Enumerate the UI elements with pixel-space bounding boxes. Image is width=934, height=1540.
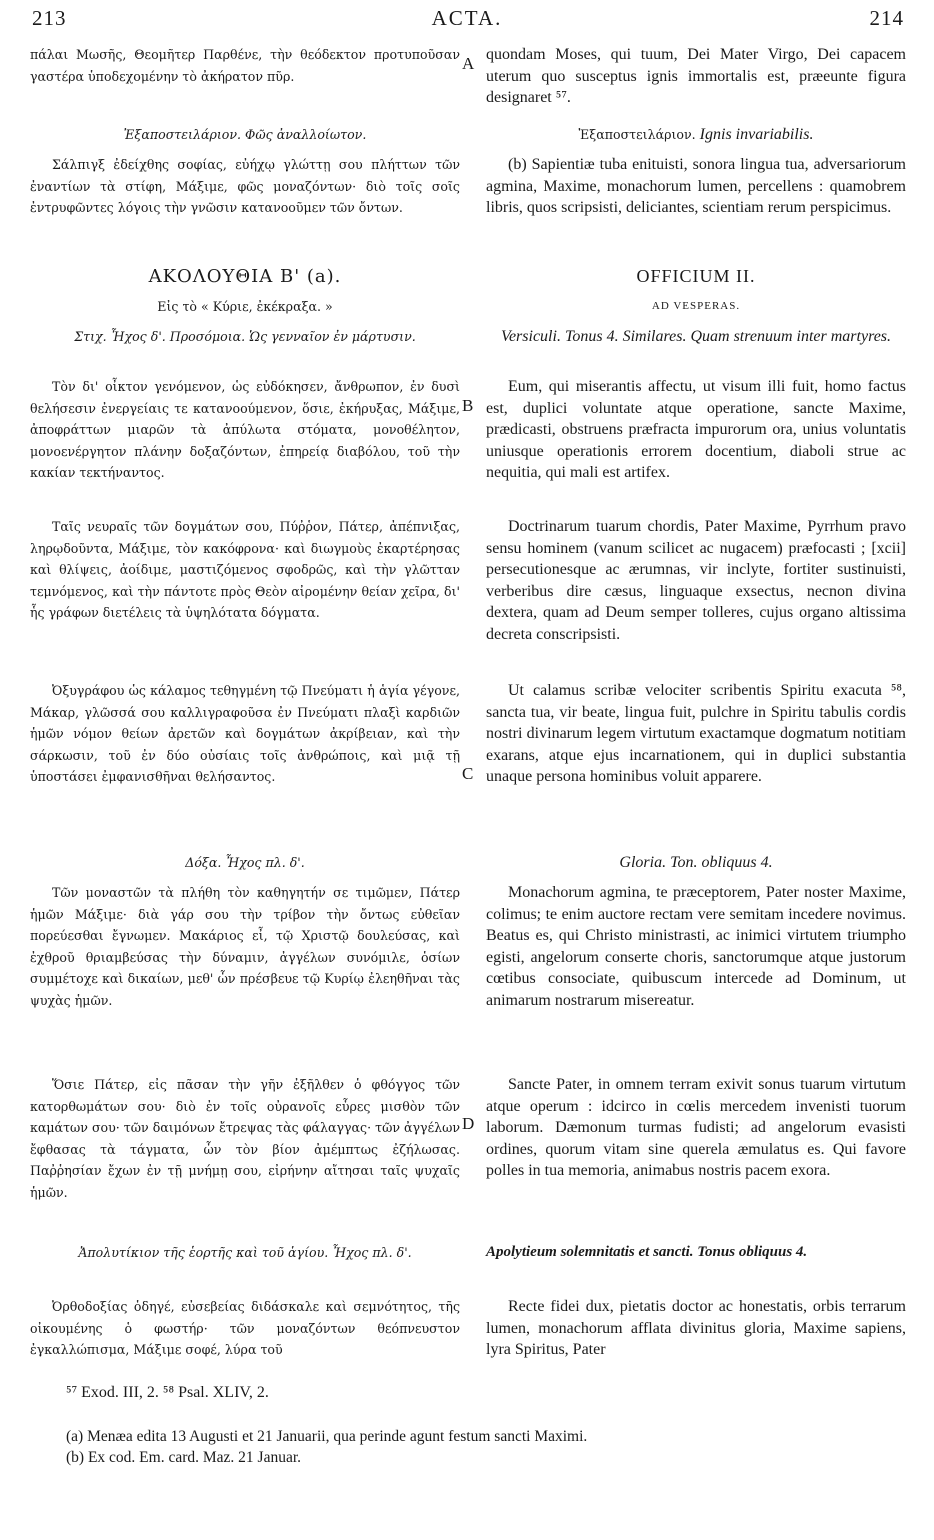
latin-paragraph-4: Doctrinarum tuarum chordis, Pater Maxime, Pyrrhum pravo sensu hominem (vanum scilicet ac nugacem) præfocasti ; [xcii] persecutionesque ac ærumnas, vir inclyte, fortiter sustinuisti, verberibus dire cæsus, linguaque exsectus, necnon divina dextera, quam ad Deum semper tolleres, cujus organo altissima decreta conscripsisti. (486, 518, 906, 643)
greek-heading-exapostilarion: Ἐξαποστειλάριον. Φῶς ἀναλλοίωτον. (123, 127, 367, 142)
greek-paragraph-4: Ταῖς νευραῖς τῶν δογμάτων σου, Πύῤῥον, Πάτερ, ἀπέπνιξας, ληρῳδοῦντα, Μάξιμε, τὸν κακόφρονα· καὶ διωγμοὺς ἐκαρτέρησας καὶ θλίψεις, ἀοίδιμε, μαστιζόμενος σφοδρῶς, καὶ τὴν γλῶτταν τεμνόμενος, καὶ τὴν πάντοτε πρὸς Θεὸν αἰρομένην θείαν χεῖρα, δι' ἧς γράφων διετέλεις τὰ ὑψηλότατα δόγματα. (30, 519, 460, 621)
latin-paragraph-8: Recte fidei dux, pietatis doctor ac honestatis, orbis terrarum lumen, monachorum afflata divinitus gloria, Maxime sapiens, lyra Spiritus, Pater (486, 1298, 906, 1359)
latin-paragraph-6: Monachorum agmina, te præceptorem, Pater noster Maxime, colimus; te enim auctore rectam vere semitam incedere novimus. Beatus es, qui Christo ministrasti, ac inimici virtutem triumpho egisti, angelorum conserte choris, sanctorumque atque justorum cœtibus consociate, quibuscum intercede ad Dominum, ut animarum nostrarum misereatur. (486, 884, 906, 1009)
editor-note-a: (a) Menæa edita 13 Augusti et 21 Januarii, qua perinde agunt festum sancti Maximi. (66, 1428, 588, 1445)
latin-paragraph-5: Ut calamus scribæ velociter scribentis Spiritu exacuta ⁵⁸, sancta tua, vir beate, lingua fuit, pulchre in Spiritu tabulis cordis nostri divinarum legem virtutum exactamque dogmatum notitiam exarans, atque ejus incarnationem, qui in duplici substantia unaque persona hominibus voluit apparere. (486, 682, 906, 786)
editor-note-b: (b) Ex cod. Em. card. Maz. 21 Januar. (66, 1449, 302, 1466)
latin-paragraph-3: Eum, qui miserantis affectu, ut visum illi fuit, homo factus est, duplici voluntate atque operatione, sancte Maxime, prædicasti, obstruens præfracta impurorum ora, unius voluntatis uniusque operationis errorem docentium, diaboli strue ac nequitia, qui mali est artifex. (486, 378, 906, 482)
margin-letter-a: A (462, 54, 475, 73)
page-number-right: 214 (869, 6, 904, 30)
latin-paragraph-2: (b) Sapientiæ tuba enituisti, sonora lingua tua, adversariorum agmina, Maxime, monachorum lumen, percellens : quamobrem libris, quos scripsisti, deliciantes, scientiam rerum perspicimus. (486, 156, 906, 217)
greek-heading-kyrie: Εἰς τὸ « Κύριε, ἐκέκραξα. » (157, 299, 333, 314)
page-number-left: 213 (32, 6, 67, 30)
greek-heading-apolytikion: Ἀπολυτίκιον τῆς ἑορτῆς καὶ τοῦ ἁγίου. Ἦχος πλ. δ'. (78, 1245, 412, 1260)
greek-paragraph-7: Ὅσιε Πάτερ, εἰς πᾶσαν τὴν γῆν ἐξῆλθεν ὁ φθόγγος τῶν κατορθωμάτων σου· διὸ ἐν τοῖς οὐρανοῖς εὗρες μισθὸν τῶν καμάτων σου· τῶν δαιμόνων ἔτρεψας τὰς φάλαγγας· τῶν ἀγγέλων ἔφθασας τὰ τάγματα, ὧν τὸν βίον ἀμέμπτως ἐζήλωσας. Παῤῥησίαν ἔχων ἐν τῇ μνήμῃ σου, εἰρήνην αἴτησαι ταῖς ψυχαῖς ἡμῶν. (30, 1077, 461, 1200)
editor-notes (66, 1426, 906, 1468)
latin-heading-versiculi: Versiculi. Tonus 4. Similares. Quam strenuum inter martyres. (500, 328, 892, 345)
margin-letter-b: B (462, 396, 474, 415)
greek-heading-akolouthia: ΑΚΟΛΟΥΘΙΑ Β' (a). (148, 266, 342, 287)
greek-paragraph-6: Τῶν μοναστῶν τὰ πλήθη τὸν καθηγητήν σε τιμῶμεν, Πάτερ ἡμῶν Μάξιμε· διὰ γάρ σου τὴν τρίβον τὴν ὄντως εὐθεῖαν πορεύεσθαι ἔγνωμεν. Μακάριος εἶ, τῷ Χριστῷ δουλεύσας, καὶ ἐχθροῦ θριαμβεύσας τὴν δύναμιν, ἀγγέλων συνόμιλε, ὁσίων συμμέτοχε καὶ δικαίων, μεθ' ὧν πρέσβευε τῷ Κυρίῳ ἐλεηθῆναι τὰς ψυχὰς ἡμῶν. (30, 885, 460, 1008)
latin-heading-vesperas: AD VESPERAS. (651, 300, 741, 312)
page-header (0, 0, 934, 40)
latin-paragraph-1: quondam Moses, qui tuum, Dei Mater Virgo, Dei capacem uterum quo susceptus ignis immortalis est, præeunte figura designaret ⁵⁷. (486, 46, 906, 107)
margin-letter-c: C (462, 764, 474, 783)
footnotes: ⁵⁷ Exod. III, 2. ⁵⁸ Psal. XLIV, 2. (66, 1384, 269, 1401)
greek-paragraph-1: πάλαι Μωσῆς, Θεομῆτερ Παρθένε, τὴν θεόδεκτον προτυποῦσαν γαστέρα ὑποδεχομένην τὸ ἀκήρατον πῦρ. (30, 47, 460, 84)
latin-heading-officium: OFFICIUM II. (636, 266, 756, 286)
latin-heading-greek-part: Ἐξαποστειλάριον. (578, 127, 696, 142)
greek-paragraph-8: Ὀρθοδοξίας ὁδηγέ, εὐσεβείας διδάσκαλε καὶ σεμνότητος, τῆς οἰκουμένης ὁ φωστήρ· τῶν μοναζόντων θεόπνευστον ἐγκαλλώπισμα, Μάξιμε σοφέ, λύρα τοῦ (30, 1299, 460, 1358)
latin-paragraph-7: Sancte Pater, in omnem terram exivit sonus tuarum virtutum atque operum : idcirco in cœlis mercedem invenisti tuorum laborum. Dæmonum turmas fudisti; ad angelorum evasisti ordines, quorum vitam sine querela æmulatus es. Qui favore polles in tua memoria, animabus nostris pacem exora. (486, 1076, 906, 1180)
running-title: ACTA. (431, 6, 503, 30)
margin-letter-d: D (462, 1114, 475, 1133)
latin-heading-apolytieum: Apolytieum solemnitatis et sancti. Tonus obliquus 4. (486, 1244, 808, 1260)
greek-paragraph-5: Ὀξυγράφου ὡς κάλαμος τεθηγμένη τῷ Πνεύματι ἡ ἁγία γέγονε, Μάκαρ, γλῶσσά σου καλλιγραφοῦσα ἐν Πνεύματι πλαξὶ καρδιῶν ἡμῶν νόμον θείων ἀρετῶν καὶ δογμάτων ἀκρίβειαν, καὶ τὴν σάρκωσιν, τοῦ ἐν δύο οὐσίαις τοῖς ἀνθρώποις, καὶ μιᾷ τῇ ὑποστάσει ἐμφανισθῆναι θελήσαντος. (30, 683, 460, 785)
greek-heading-doxa: Δόξα. Ἦχος πλ. δ'. (185, 855, 305, 870)
latin-heading-gloria: Gloria. Ton. obliquus 4. (619, 854, 773, 871)
greek-heading-stich: Στιχ. Ἦχος δ'. Προσόμοια. Ὡς γενναῖον ἐν μάρτυσιν. (74, 329, 416, 344)
latin-heading-exapostilarion (486, 124, 906, 146)
greek-paragraph-3: Τὸν δι' οἶκτον γενόμενον, ὡς εὐδόκησεν, ἄνθρωπον, ἐν δυσὶ θελήσεσιν ἐνεργείαις τε κατανοούμενον, ὅσιε, ἐκήρυξας, Μάξιμε, ἀποφράττων μιαρῶν τὰ ἀπύλωτα στόματα, μονοθέλητον, μονοενέργητον πλάνην δοξαζόντων, ἐπηρείᾳ διαβόλου, τοῦ τὴν κακίαν τεκτήναντος. (30, 379, 460, 481)
latin-heading-latin-part: Ignis invariabilis. (699, 126, 814, 143)
greek-paragraph-2: Σάλπιγξ ἐδείχθης σοφίας, εὐήχῳ γλώττῃ σου πλήττων τῶν ἐναντίων τὰ στίφη, Μάξιμε, φῶς μοναζόντων· διὸ τοῖς σοῖς ἐντρυφῶντες λόγοις τὴν γνῶσιν κατανοοῦμεν τῶν ὄντων. (30, 157, 460, 216)
